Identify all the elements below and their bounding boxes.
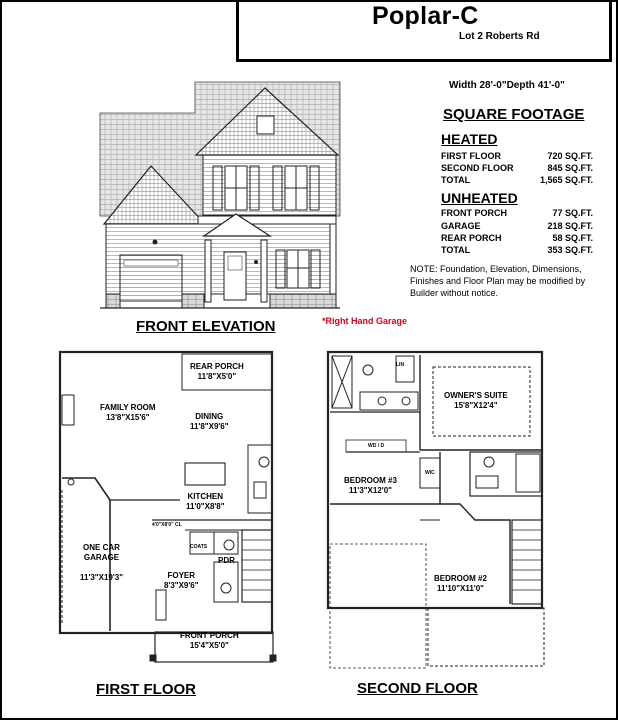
row-value: 58 SQ.FT. xyxy=(552,233,593,243)
bedroom-2-label xyxy=(434,574,487,594)
rear-porch-label xyxy=(190,362,244,382)
room-name: BEDROOM #3 xyxy=(344,476,397,485)
room-name: FAMILY ROOM xyxy=(100,403,156,412)
row-label: REAR PORCH xyxy=(441,233,502,243)
family-room-label xyxy=(100,403,156,423)
room-dims: 11'8"X9'6" xyxy=(190,422,229,431)
plan-title: Poplar-C xyxy=(372,2,479,30)
room-dims: 11'3"X12'0" xyxy=(348,486,392,495)
row-value: 845 SQ.FT. xyxy=(547,163,593,173)
room-name: DINING xyxy=(195,412,224,421)
second-floor-plan xyxy=(328,352,544,668)
row-value: 720 SQ.FT. xyxy=(547,151,593,161)
unheated-heading: UNHEATED xyxy=(441,190,518,206)
first-floor-label: FIRST FLOOR xyxy=(96,681,196,698)
row-value: 353 SQ.FT. xyxy=(547,245,593,255)
front-elevation-drawing xyxy=(100,82,340,308)
room-dims: 11'3"X19'3" xyxy=(80,573,123,582)
kitchen-label xyxy=(186,492,225,512)
room-name: FOYER xyxy=(167,571,196,580)
heated-heading: HEATED xyxy=(441,131,498,147)
first-floor-plan xyxy=(60,352,276,662)
room-dims: 11'10"X11'0" xyxy=(436,584,484,593)
room-dims: 11'8"X5'0" xyxy=(197,372,237,381)
square-footage-title: SQUARE FOOTAGE xyxy=(443,106,585,123)
builder-note: NOTE: Foundation, Elevation, Dimensions, Finishes and Floor Plan may be modified by Builder without notice. xyxy=(410,264,586,298)
coats-label: COATS xyxy=(190,544,208,550)
front-porch-label xyxy=(180,631,239,651)
room-name: BEDROOM #2 xyxy=(434,574,487,583)
room-name: REAR PORCH xyxy=(190,362,244,371)
row-value: 1,565 SQ.FT. xyxy=(539,175,593,185)
room-name: ONE CAR GARAGE xyxy=(83,543,120,562)
row-label: TOTAL xyxy=(441,245,471,255)
front-elevation-label: FRONT ELEVATION xyxy=(136,318,276,335)
room-name: OWNER'S SUITE xyxy=(444,391,508,400)
room-dims: 13'8"X15'6" xyxy=(106,413,150,422)
hall-closet-label: 4'0"X8'0" CL xyxy=(152,522,182,528)
right-hand-garage-note: *Right Hand Garage xyxy=(322,316,408,326)
garage-label xyxy=(80,533,123,593)
bedroom-3-label xyxy=(344,476,397,496)
foyer-label xyxy=(164,571,199,591)
row-label: GARAGE xyxy=(441,221,481,231)
lot-address: Lot 2 Roberts Rd xyxy=(459,31,540,42)
row-label: TOTAL xyxy=(441,175,471,185)
row-label: SECOND FLOOR xyxy=(441,163,514,173)
room-dims: 11'0"X8'8" xyxy=(186,502,225,511)
wic-label: WIC xyxy=(425,470,435,476)
owners-suite-label xyxy=(444,391,508,411)
pdr-label: PDR xyxy=(218,556,235,565)
row-label: FIRST FLOOR xyxy=(441,151,501,161)
house-dimensions: Width 28'-0"Depth 41'-0" xyxy=(449,80,565,91)
room-dims: 8'3"X9'6" xyxy=(164,581,199,590)
linen-label: LIN xyxy=(396,362,405,368)
room-name: FRONT PORCH xyxy=(180,631,239,640)
washer-dryer-label: WD / D xyxy=(368,443,385,449)
room-name: KITCHEN xyxy=(187,492,224,501)
second-floor-label: SECOND FLOOR xyxy=(357,680,478,697)
room-dims: 15'8"X12'4" xyxy=(454,401,498,410)
row-value: 77 SQ.FT. xyxy=(552,208,593,218)
row-value: 218 SQ.FT. xyxy=(547,221,593,231)
row-label: FRONT PORCH xyxy=(441,208,507,218)
dining-label xyxy=(190,412,229,432)
room-dims: 15'4"X5'0" xyxy=(189,641,229,650)
